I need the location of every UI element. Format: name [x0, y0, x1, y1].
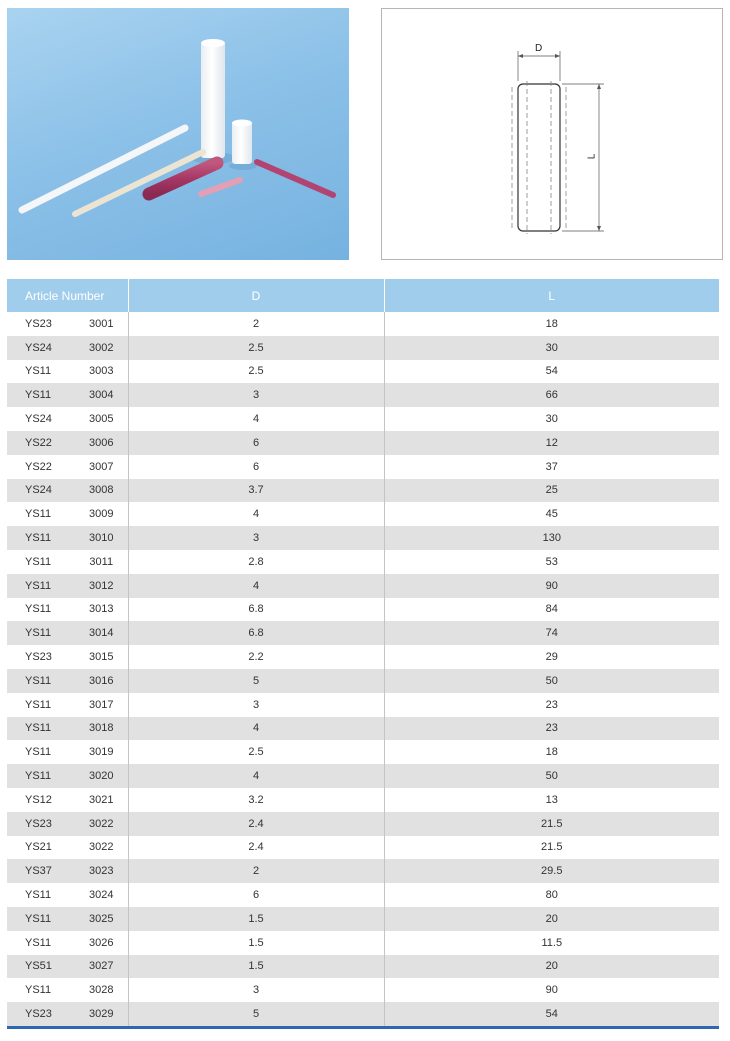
cell-grade: YS23	[7, 1002, 75, 1026]
cell-grade: YS24	[7, 336, 75, 360]
table-row	[7, 431, 719, 455]
cell-d: 2.2	[128, 645, 384, 669]
cell-grade: YS24	[7, 479, 75, 503]
cell-article-number: 3021	[89, 793, 114, 806]
table-row	[7, 740, 719, 764]
cell-d: 6	[128, 455, 384, 479]
cell-d: 2.5	[128, 740, 384, 764]
cell-grade: YS22	[25, 460, 52, 473]
tall-white-rod	[201, 42, 225, 158]
cell-article-number: 3025	[75, 907, 128, 931]
table-row	[7, 1002, 719, 1026]
table-row	[7, 598, 719, 622]
dimension-drawing	[381, 8, 723, 260]
table-row	[7, 407, 719, 431]
cell-l: 18	[384, 740, 719, 764]
table-row	[7, 764, 719, 788]
cell-l: 54	[384, 360, 719, 384]
cell-l: 12	[384, 431, 719, 455]
cell-article-number: 3006	[75, 431, 128, 455]
cell-d: 5	[128, 1002, 384, 1026]
cell-d: 3	[128, 693, 384, 717]
cell-grade: YS11	[25, 555, 52, 568]
cell-l: 29.5	[384, 859, 719, 883]
short-white-rod	[232, 122, 252, 164]
cell-grade: YS11	[7, 764, 75, 788]
cell-l: 11.5	[384, 931, 719, 955]
cell-grade: YS11	[25, 984, 52, 997]
cell-grade: YS24	[25, 413, 52, 426]
cell-grade: YS11	[7, 574, 75, 598]
table-row	[7, 669, 719, 693]
header-d: D	[128, 279, 384, 312]
cell-l: 23	[384, 693, 719, 717]
cell-l: 53	[384, 550, 719, 574]
cell-l: 37	[384, 455, 719, 479]
cell-article-number: 3011	[89, 555, 114, 568]
cell-l: 54	[384, 1002, 719, 1026]
cell-article-number: 3022	[75, 812, 128, 836]
cell-article-number: 3001	[89, 317, 114, 330]
table-row	[7, 883, 719, 907]
cell-l: 90	[384, 978, 719, 1002]
cell-grade: YS21	[25, 841, 52, 854]
cell-grade: YS11	[25, 508, 52, 521]
cell-article-number: 3003	[89, 365, 114, 378]
cell-article-number: 3019	[89, 746, 114, 759]
cell-d: 6.8	[128, 621, 384, 645]
cell-d: 6	[128, 431, 384, 455]
cell-d: 4	[128, 574, 384, 598]
table-row	[7, 479, 719, 503]
cell-article-number: 3008	[75, 479, 128, 503]
table-row	[7, 717, 719, 741]
cell-l: 29	[384, 645, 719, 669]
table-row	[7, 788, 719, 812]
cell-article-number: 3017	[89, 698, 114, 711]
cell-article-number: 3002	[75, 336, 128, 360]
cell-l: 90	[384, 574, 719, 598]
cell-article-number: 3020	[75, 764, 128, 788]
cell-d: 4	[128, 717, 384, 741]
cell-grade: YS22	[7, 431, 75, 455]
rod-outline	[518, 84, 560, 231]
table-row	[7, 859, 719, 883]
cell-d: 4	[128, 407, 384, 431]
cell-d: 4	[128, 764, 384, 788]
product-photo	[7, 8, 349, 260]
table-row	[7, 978, 719, 1002]
cell-article-number: 3013	[89, 603, 114, 616]
cell-l: 30	[384, 336, 719, 360]
cell-d: 3	[128, 978, 384, 1002]
table-row	[7, 955, 719, 979]
cell-d: 4	[128, 502, 384, 526]
cell-l: 84	[384, 598, 719, 622]
cell-article-number: 3028	[89, 984, 114, 997]
cell-l: 50	[384, 669, 719, 693]
cell-article-number: 3005	[89, 413, 114, 426]
ceramic-rods-illustration	[7, 8, 349, 260]
table-row	[7, 645, 719, 669]
table-row	[7, 360, 719, 384]
l-dimension-label: L	[586, 153, 598, 160]
cell-article-number: 3027	[75, 955, 128, 979]
cell-l: 18	[384, 312, 719, 336]
cell-d: 3.7	[128, 479, 384, 503]
header-l: L	[384, 279, 719, 312]
table-row	[7, 312, 719, 336]
table-row	[7, 836, 719, 860]
cell-article-number: 3015	[89, 651, 114, 664]
cell-article-number: 3029	[75, 1002, 128, 1026]
cell-grade: YS23	[25, 317, 52, 330]
table-row	[7, 931, 719, 955]
cell-l: 21.5	[384, 836, 719, 860]
cell-l: 25	[384, 479, 719, 503]
table-header-row	[7, 279, 719, 312]
cell-grade: YS11	[25, 698, 52, 711]
cell-d: 3	[128, 383, 384, 407]
cell-l: 50	[384, 764, 719, 788]
cell-grade: YS11	[25, 936, 52, 949]
cell-grade: YS11	[7, 526, 75, 550]
cell-article-number: 3024	[89, 889, 114, 902]
cell-article-number: 3018	[75, 717, 128, 741]
cell-grade: YS12	[25, 793, 52, 806]
cell-l: 80	[384, 883, 719, 907]
table-row	[7, 550, 719, 574]
cell-l: 45	[384, 502, 719, 526]
cell-grade: YS51	[7, 955, 75, 979]
cell-d: 3.2	[128, 788, 384, 812]
cell-grade: YS11	[25, 603, 52, 616]
table-row	[7, 812, 719, 836]
cell-d: 2.4	[128, 836, 384, 860]
cell-l: 21.5	[384, 812, 719, 836]
cell-grade: YS11	[7, 907, 75, 931]
table-row	[7, 526, 719, 550]
cell-grade: YS11	[25, 365, 52, 378]
cell-grade: YS37	[7, 859, 75, 883]
cell-d: 1.5	[128, 955, 384, 979]
rod-dimension-sketch	[382, 9, 724, 261]
header-article-number: Article Number	[7, 279, 128, 312]
cell-grade: YS11	[7, 669, 75, 693]
cell-article-number: 3016	[75, 669, 128, 693]
cell-grade: YS11	[7, 621, 75, 645]
cell-d: 5	[128, 669, 384, 693]
cell-article-number: 3007	[89, 460, 114, 473]
cell-l: 20	[384, 907, 719, 931]
cell-l: 13	[384, 788, 719, 812]
cell-article-number: 3023	[75, 859, 128, 883]
cell-d: 2.8	[128, 550, 384, 574]
cell-d: 6.8	[128, 598, 384, 622]
cell-d: 1.5	[128, 907, 384, 931]
cell-l: 130	[384, 526, 719, 550]
table-row	[7, 574, 719, 598]
cell-l: 20	[384, 955, 719, 979]
table-bottom-rule	[7, 1026, 719, 1029]
cell-article-number: 3022	[89, 841, 114, 854]
article-table	[7, 279, 719, 1029]
cell-l: 66	[384, 383, 719, 407]
cell-article-number: 3009	[89, 508, 114, 521]
cell-grade: YS11	[7, 717, 75, 741]
table-row	[7, 693, 719, 717]
cell-article-number: 3026	[89, 936, 114, 949]
cell-d: 2	[128, 859, 384, 883]
pink-rod-right	[257, 162, 333, 195]
light-pink-rod	[201, 180, 240, 194]
cell-l: 74	[384, 621, 719, 645]
cell-l: 30	[384, 407, 719, 431]
table-row	[7, 336, 719, 360]
cell-l: 23	[384, 717, 719, 741]
cell-d: 2.4	[128, 812, 384, 836]
table-row	[7, 455, 719, 479]
cell-article-number: 3010	[75, 526, 128, 550]
cell-grade: YS11	[7, 383, 75, 407]
cell-d: 3	[128, 526, 384, 550]
cell-grade: YS23	[25, 651, 52, 664]
table-row	[7, 383, 719, 407]
table-row	[7, 502, 719, 526]
cell-d: 6	[128, 883, 384, 907]
cell-article-number: 3004	[75, 383, 128, 407]
cell-d: 2.5	[128, 336, 384, 360]
cell-grade: YS11	[25, 889, 52, 902]
cell-d: 2.5	[128, 360, 384, 384]
cell-grade: YS11	[25, 746, 52, 759]
cell-d: 1.5	[128, 931, 384, 955]
d-dimension-label: D	[535, 43, 543, 54]
cell-article-number: 3012	[75, 574, 128, 598]
cell-grade: YS23	[7, 812, 75, 836]
cell-d: 2	[128, 312, 384, 336]
table-row	[7, 621, 719, 645]
cell-article-number: 3014	[75, 621, 128, 645]
table-row	[7, 907, 719, 931]
